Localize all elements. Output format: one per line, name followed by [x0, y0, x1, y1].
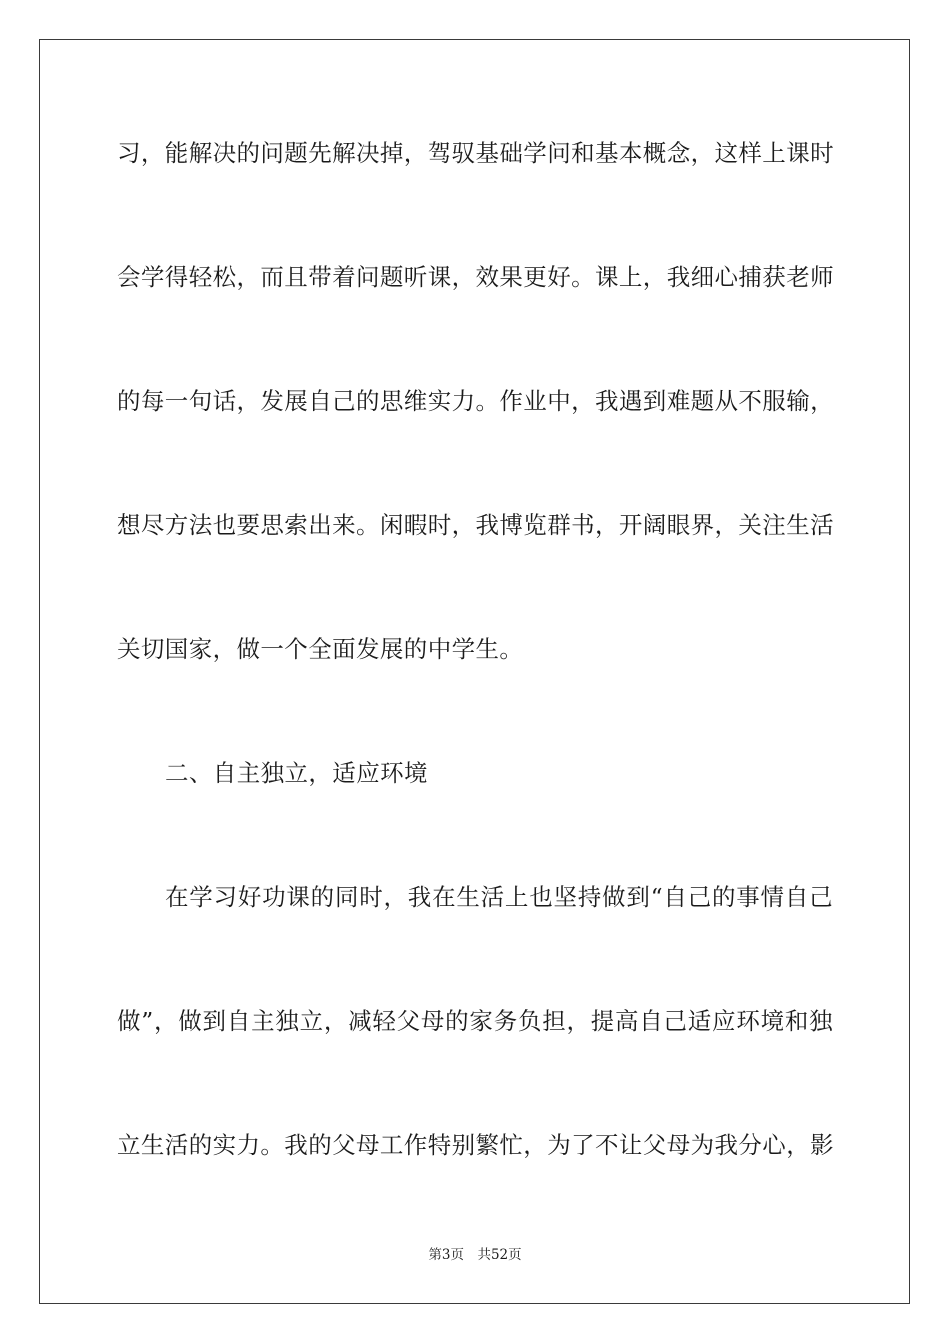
body-line-2: 会学得轻松，而且带着问题听课，效果更好。课上，我细心捕获老师	[117, 263, 834, 291]
body-line-3: 的每一句话，发展自己的思维实力。作业中，我遇到难题从不服输，	[117, 387, 834, 415]
body-line-5: 关切国家，做一个全面发展的中学生。	[117, 635, 524, 663]
para2-line-2: 做”，做到自主独立，减轻父母的家务负担，提高自己适应环境和独	[117, 1007, 833, 1035]
para2-line-1: 在学习好功课的同时，我在生活上也坚持做到“自己的事情自己	[165, 883, 833, 911]
body-line-4: 想尽方法也要思索出来。闲暇时，我博览群书，开阔眼界，关注生活	[117, 511, 834, 539]
page-number-footer	[0, 1246, 950, 1264]
section-heading: 二、自主独立，适应环境	[165, 759, 428, 787]
para2-line-3: 立生活的实力。我的父母工作特别繁忙，为了不让父母为我分心，影	[117, 1131, 834, 1159]
page-border	[39, 39, 910, 1304]
body-line-1: 习，能解决的问题先解决掉，驾驭基础学问和基本概念，这样上课时	[117, 139, 834, 167]
page-label: 第3页 共52页	[428, 1247, 522, 1263]
